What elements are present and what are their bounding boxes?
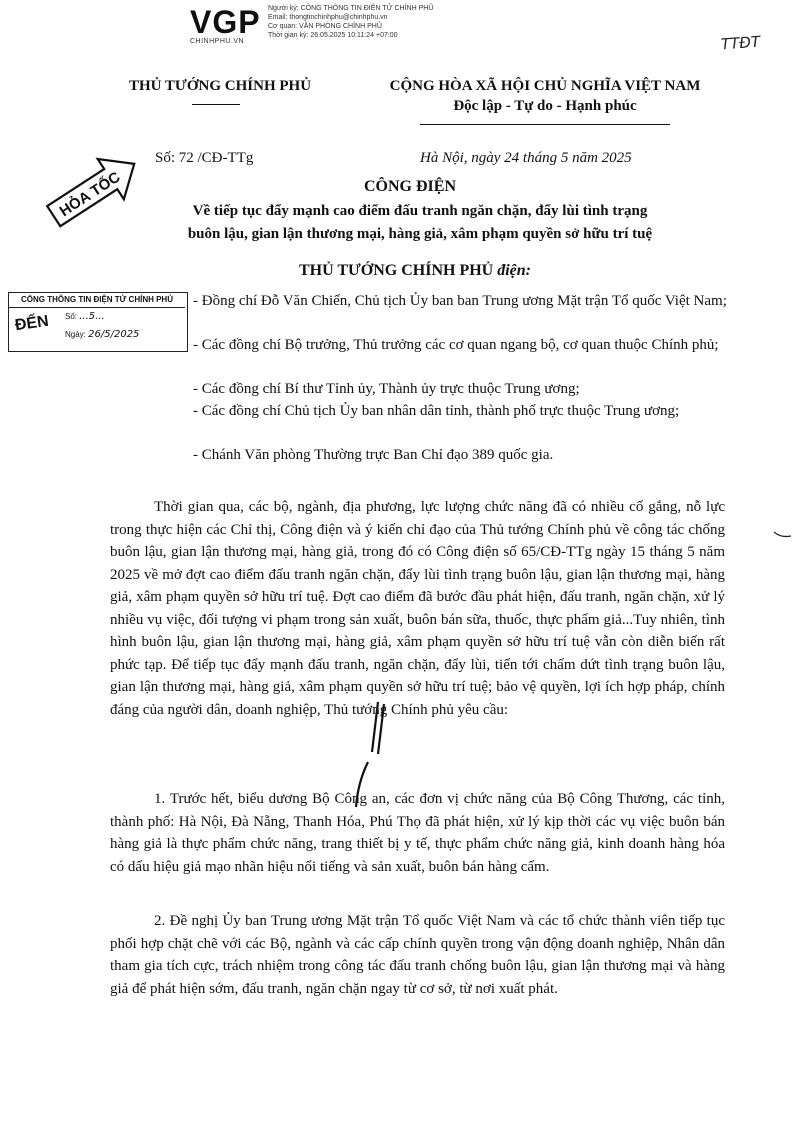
signature-time: Thời gian ký: 26.05.2025 10:11:24 +07:00	[268, 32, 398, 39]
vgp-logo-subtitle: CHINHPHU.VN	[190, 38, 245, 45]
recipient-1: - Đồng chí Đỗ Văn Chiến, Chủ tịch Ủy ban ban Trung ương Mặt trận Tổ quốc Việt Nam;	[193, 293, 727, 309]
signature-email: Email: thongtinchinhphu@chinhphu.vn	[268, 14, 388, 21]
body-paragraph-1	[110, 496, 725, 721]
sender-name: THỦ TƯỚNG CHÍNH PHỦ	[298, 262, 494, 279]
handwritten-mark: TTĐT	[720, 32, 761, 54]
receipt-stamp-number-value: ...5...	[79, 311, 105, 322]
receipt-stamp-date-label: Ngày:	[65, 330, 86, 339]
digital-signature-info	[268, 4, 433, 40]
document-subject	[120, 200, 720, 246]
sender-verb: điện:	[497, 262, 531, 279]
vgp-logo: VGP	[190, 4, 261, 40]
recipient-5: - Chánh Văn phòng Thường trực Ban Chỉ đạo 389 quốc gia.	[193, 447, 554, 463]
receipt-stamp-number-label: Số:	[65, 312, 78, 321]
receipt-stamp-date	[65, 329, 139, 340]
margin-mark	[773, 530, 793, 540]
receipt-stamp	[8, 292, 188, 352]
recipient-3: - Các đồng chí Bí thư Tỉnh ủy, Thành ủy trực thuộc Trung ương;	[193, 381, 580, 397]
issuer-underline	[192, 104, 240, 105]
recipient-4: - Các đồng chí Chủ tịch Ủy ban nhân dân tỉnh, thành phố trực thuộc Trung ương;	[193, 403, 680, 419]
document-type: CÔNG ĐIỆN	[363, 178, 456, 195]
body-paragraph-3	[110, 910, 725, 1000]
body-paragraph-3-text: 2. Đề nghị Ủy ban Trung ương Mặt trận Tổ quốc Việt Nam và các tổ chức thành viên tiếp tục phối hợp chặt chẽ với các Bộ, ngành và các cấp chính quyền trong vận động doanh nghiệp, Nhân dân tham gia tích cực, trách nhiệm trong công tác đấu tranh chống buôn lậu, gian lận thương mại và hàng giả để phát hiện sớm, đấu tranh, ngăn chặn ngay từ cơ sở, từ nơi xuất phát.	[110, 913, 725, 997]
urgent-stamp-label: HỎA TỐC	[56, 168, 124, 221]
signature-agency: Cơ quan: VĂN PHÒNG CHÍNH PHỦ	[268, 23, 382, 30]
body-paragraph-1-text: Thời gian qua, các bộ, ngành, địa phương, lực lượng chức năng đã có nhiều cố gắng, nỗ lực trong thực hiện các Chỉ thị, Công điện và ý kiến chỉ đạo của Thủ tướng Chính phủ về công tác chống buôn lậu, gian lận thương mại, hàng giả, trong đó có Công điện số 65/CĐ-TTg ngày 15 tháng 5 năm 2025 về mở đợt cao điểm đấu tranh ngăn chặn, đẩy lùi tình trạng buôn lậu, gian lận thương mại, hàng giả, xâm phạm quyền sở hữu trí tuệ. Đợt cao điểm đã bước đầu phát hiện, đấu tranh, ngăn chặn, xử lý nhiều vụ việc, đối tượng vi phạm trong sản xuất, buôn bán sữa, thuốc, thực phẩm giả...Tuy nhiên, tình hình buôn lậu, gian lận thương mại, hàng giả, xâm phạm quyền sở hữu trí tuệ vẫn còn diễn biến rất phức tạp. Để tiếp tục đẩy mạnh đấu tranh, ngăn chặn, đẩy lùi, tiến tới chấm dứt tình trạng buôn lậu, gian lận thương mại, hàng giả, xâm phạm quyền sở hữu trí tuệ; bảo vệ quyền, lợi ích hợp pháp, chính đáng của người dân, doanh nghiệp, Thủ tướng Chính phủ yêu cầu:	[110, 499, 725, 718]
national-motto: Độc lập - Tự do - Hạnh phúc	[453, 98, 637, 114]
body-paragraph-2	[110, 788, 725, 878]
receipt-stamp-number	[65, 311, 105, 322]
pen-scribble	[338, 692, 398, 812]
motto-underline	[420, 124, 670, 125]
receipt-stamp-header: CỔNG THÔNG TIN ĐIỆN TỬ CHÍNH PHỦ	[9, 293, 185, 308]
issuer-name: THỦ TƯỚNG CHÍNH PHỦ	[128, 78, 312, 94]
signature-signer: Người ký: CÔNG THÔNG TIN ĐIỆN TỬ CHÍNH PHỦ	[268, 5, 434, 12]
document-number: Số: 72 /CĐ-TTg	[155, 150, 254, 166]
receipt-stamp-date-value: 26/5/2025	[88, 329, 140, 340]
subject-line-1: Về tiếp tục đẩy mạnh cao điểm đấu tranh ngăn chặn, đẩy lùi tình trạng	[192, 203, 648, 219]
sender-line	[0, 262, 800, 280]
recipient-2: - Các đồng chí Bộ trưởng, Thủ trưởng các cơ quan ngang bộ, cơ quan thuộc Chính phủ;	[193, 337, 719, 353]
document-date: Hà Nội, ngày 24 tháng 5 năm 2025	[420, 150, 632, 166]
national-title: CỘNG HÒA XÃ HỘI CHỦ NGHĨA VIỆT NAM	[389, 78, 701, 94]
body-paragraph-2-text: 1. Trước hết, biểu dương Bộ Công an, các đơn vị chức năng của Bộ Công Thương, các tỉnh, thành phố: Hà Nội, Đà Nẵng, Thanh Hóa, Phú Thọ đã phát hiện, xử lý kịp thời các vụ việc buôn bán hàng giả là thực phẩm chức năng, trang thiết bị y tế, thực phẩm chức năng giả, kinh doanh hàng hóa có dấu hiệu giả mạo nhãn hiệu nổi tiếng và sản xuất, buôn bán hàng cấm.	[110, 791, 725, 875]
subject-line-2: buôn lậu, gian lận thương mại, hàng giả, xâm phạm quyền sở hữu trí tuệ	[187, 226, 653, 242]
receipt-stamp-den: ĐẾN	[13, 312, 50, 335]
